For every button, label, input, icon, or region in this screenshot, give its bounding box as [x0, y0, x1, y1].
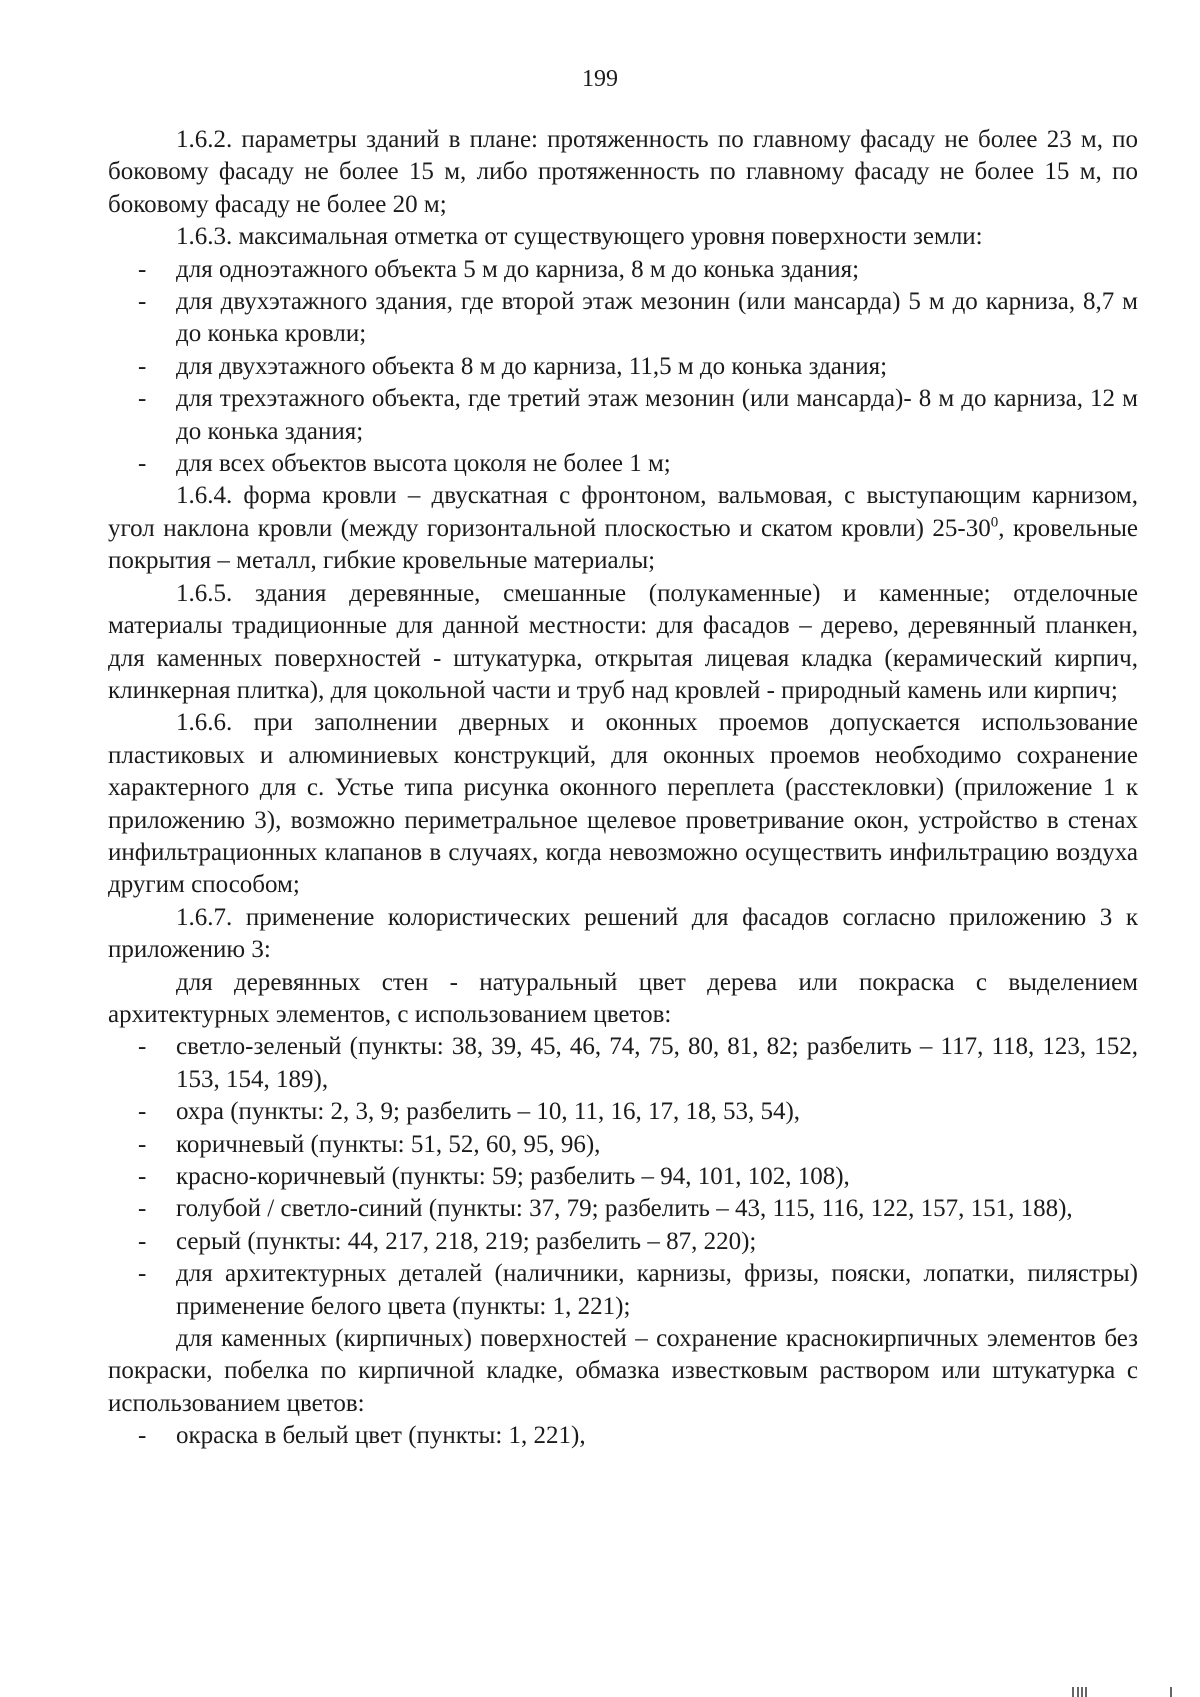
- stone-surfaces-intro: для каменных (кирпичных) поверхностей – сохранение краснокирпичных элементов без покраски, побелка по кирпичной кладке, обмазка известковым раствором или штукатурка с использованием цветов:: [108, 1325, 1138, 1417]
- paragraph-1-6-4-text-b: , кровельные покрытия – металл, гибкие кровельные материалы;: [108, 514, 1138, 575]
- list-item: - серый (пункты: 44, 217, 218, 219; разбелить – 87, 220);: [108, 1226, 1138, 1258]
- list-item: - для двухэтажного здания, где второй этаж мезонин (или мансарда) 5 м до карниза, 8,7 м до конька кровли;: [108, 286, 1138, 351]
- document-body: [108, 124, 1138, 1453]
- list-item: - коричневый (пункты: 51, 52, 60, 95, 96),: [108, 1129, 1138, 1161]
- list-item: - красно-коричневый (пункты: 59; разбелить – 94, 101, 102, 108),: [108, 1161, 1138, 1193]
- paragraph-1-6-5: 1.6.5. здания деревянные, смешанные (полукаменные) и каменные; отделочные материалы традиционные для данной местности: для фасадов – дерево, деревянный планкен, для каменных поверхностей - штукатурка, открытая лицевая кладка (керамический кирпич, клинкерная плитка), для цокольной части и труб над кровлей - природный камень или кирпич;: [108, 579, 1138, 704]
- list-item: - для всех объектов высота цоколя не более 1 м;: [108, 448, 1138, 480]
- paragraph-1-6-4-text-a: 1.6.4. форма кровли – двускатная с фронтоном, вальмовая, с выступающим карнизом, угол наклона кровли (между горизонтальной плоскостью и скатом кровли) 25-30: [108, 482, 1138, 542]
- paragraph-1-6-7: 1.6.7. применение колористических решений для фасадов согласно приложению 3 к приложению 3:: [108, 903, 1138, 964]
- paragraph-1-6-2: 1.6.2. параметры зданий в плане: протяженность по главному фасаду не более 23 м, по боковому фасаду не более 15 м, либо протяженность по главному фасаду не более 15 м, по боковому фасаду не более 20 м;: [108, 126, 1138, 218]
- page-number: 199: [582, 66, 618, 92]
- list-item: - для трехэтажного объекта, где третий этаж мезонин (или мансарда)- 8 м до карниза, 12 м до конька здания;: [108, 383, 1138, 448]
- paragraph-1-6-4: [108, 480, 1138, 577]
- degree-superscript: 0: [990, 514, 999, 531]
- wood-walls-intro: для деревянных стен - натуральный цвет дерева или покраска с выделением архитектурных элементов, с использованием цветов:: [108, 968, 1138, 1028]
- wood-colors-list: [108, 1031, 1138, 1323]
- stone-colors-list: [108, 1420, 1138, 1452]
- list-item: - для одноэтажного объекта 5 м до карниза, 8 м до конька здания;: [108, 254, 1138, 286]
- list-item: - охра (пункты: 2, 3, 9; разбелить – 10, 11, 16, 17, 18, 53, 54),: [108, 1096, 1138, 1128]
- paragraph-1-6-6: 1.6.6. при заполнении дверных и оконных проемов допускается использование пластиковых и алюминиевых конструкций, для оконных проемов необходимо сохранение характерного для с. Устье типа рисунка оконного переплета (расстекловки) (приложение 1 к приложению 3), возможно периметральное щелевое проветривание окон, устройство в стенах инфильтрационных клапанов в случаях, когда невозможно осуществить инфильтрацию воздуха другим способом;: [108, 709, 1138, 899]
- list-item: - окраска в белый цвет (пункты: 1, 221),: [108, 1420, 1138, 1452]
- height-list: [108, 254, 1138, 481]
- paragraph-1-6-3: 1.6.3. максимальная отметка от существующего уровня поверхности земли:: [176, 223, 983, 251]
- scan-edge-marks: [1072, 1684, 1172, 1697]
- list-item: - голубой / светло-синий (пункты: 37, 79; разбелить – 43, 115, 116, 122, 157, 151, 188),: [108, 1193, 1138, 1225]
- list-item: - для архитектурных деталей (наличники, карнизы, фризы, пояски, лопатки, пилястры) применение белого цвета (пункты: 1, 221);: [108, 1258, 1138, 1323]
- list-item: - для двухэтажного объекта 8 м до карниза, 11,5 м до конька здания;: [108, 351, 1138, 383]
- list-item: - светло-зеленый (пункты: 38, 39, 45, 46, 74, 75, 80, 81, 82; разбелить – 117, 118, 123, 152, 153, 154, 189),: [108, 1031, 1138, 1096]
